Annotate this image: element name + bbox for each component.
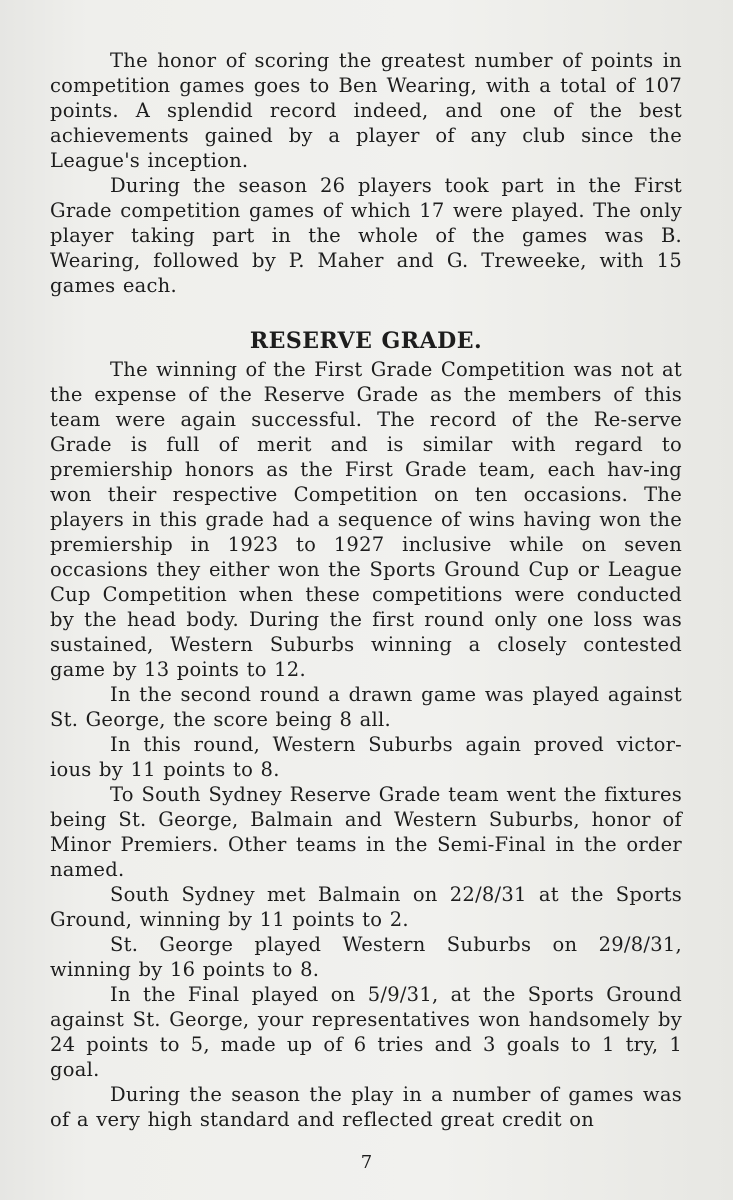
page-number: 7: [360, 1152, 373, 1173]
paragraph-season-standard: During the season the play in a number of games was of a very high standard and reflected great credit on: [50, 1083, 682, 1131]
paragraph-round-result: In this round, Western Suburbs again proved victor-ious by 11 points to 8.: [50, 733, 682, 781]
paragraph-final: In the Final played on 5/9/31, at the Sports Ground against St. George, your representatives won handsomely by 24 points to 5, made up of 6 tries and 3 goals to 1 try, 1 goal.: [50, 983, 682, 1081]
paragraph-scoring-honor: The honor of scoring the greatest number of points in competition games goes to Ben Wearing, with a total of 107 points. A splendid record indeed, and one of the best achievements gained by a player of any club since the League's inception.: [50, 49, 682, 172]
paragraph-reserve-record: The winning of the First Grade Competition was not at the expense of the Reserve Grade as the members of this team were again successful. The record of the Re-serve Grade is full of merit and is similar with regard to premiership honors as the First Grade team, each hav-ing won their respective Competition on ten occasions. The players in this grade had a sequence of wins having won the premiership in 1923 to 1927 inclusive while on seven occasions they either won the Sports Ground Cup or League Cup Competition when these competitions were conducted by the head body. During the first round only one loss was sustained, Western Suburbs winning a closely contested game by 13 points to 12.: [50, 358, 682, 681]
paragraph-semi-final-1: South Sydney met Balmain on 22/8/31 at the Sports Ground, winning by 11 points to 2.: [50, 883, 682, 931]
page-body: [50, 48, 682, 1132]
paragraph-semi-final-2: St. George played Western Suburbs on 29/8/31, winning by 16 points to 8.: [50, 933, 682, 981]
paragraph-minor-premiers: To South Sydney Reserve Grade team went the fixtures being St. George, Balmain and Western Suburbs, honor of Minor Premiers. Other teams in the Semi-Final in the order named.: [50, 783, 682, 881]
paragraph-season-players: During the season 26 players took part in the First Grade competition games of which 17 were played. The only player taking part in the whole of the games was B. Wearing, followed by P. Maher and G. Treweeke, with 15 games each.: [50, 174, 682, 297]
section-heading-reserve-grade: RESERVE GRADE.: [249, 328, 483, 354]
paragraph-second-round: In the second round a drawn game was played against St. George, the score being 8 all.: [50, 683, 682, 731]
